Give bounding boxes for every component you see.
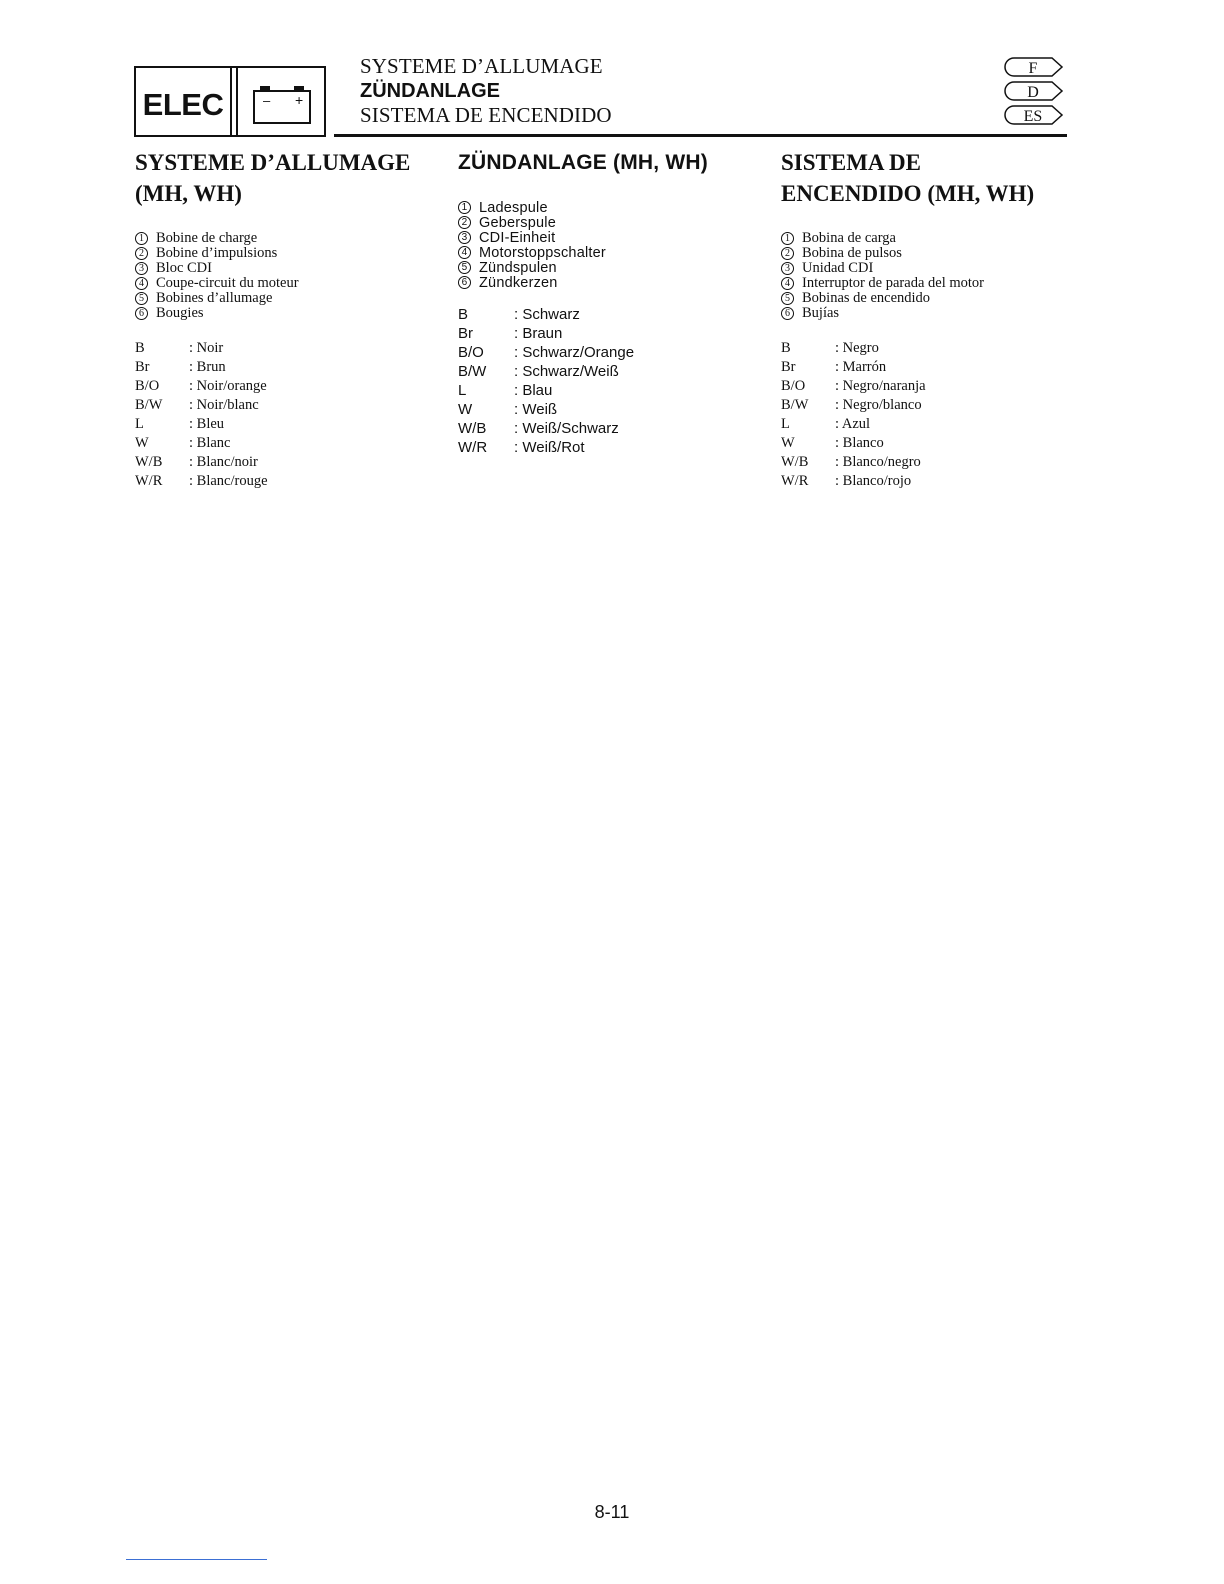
number-circle-icon: 6 bbox=[135, 307, 148, 320]
list-item bbox=[781, 261, 1081, 276]
color-row bbox=[135, 434, 435, 453]
number-circle-icon: 3 bbox=[135, 262, 148, 275]
part-label: CDI-Einheit bbox=[479, 229, 556, 246]
part-label: Zündkerzen bbox=[479, 274, 558, 291]
color-code: B/O bbox=[458, 344, 484, 361]
parts-list bbox=[781, 231, 1081, 321]
battery-icon bbox=[246, 79, 316, 125]
column-title: ZÜNDANLAGE (MH, WH) bbox=[458, 151, 708, 174]
number-circle-icon: 1 bbox=[781, 232, 794, 245]
list-item bbox=[135, 276, 435, 291]
part-label: Bobina de carga bbox=[802, 230, 896, 246]
color-code: Br bbox=[458, 325, 473, 342]
color-row bbox=[781, 358, 1081, 377]
list-item bbox=[135, 306, 435, 321]
color-name: : Bleu bbox=[189, 416, 225, 432]
list-item bbox=[458, 230, 758, 245]
part-label: Coupe-circuit du moteur bbox=[156, 275, 299, 291]
list-item bbox=[781, 291, 1081, 306]
color-name: : Marrón bbox=[835, 359, 887, 375]
color-row bbox=[458, 438, 758, 457]
parts-list bbox=[135, 231, 435, 321]
column-title bbox=[135, 147, 435, 209]
color-code: L bbox=[458, 382, 467, 399]
list-item bbox=[458, 275, 758, 290]
color-name: : Schwarz/Orange bbox=[514, 344, 635, 361]
color-code: L bbox=[781, 416, 790, 432]
color-code: B/W bbox=[781, 397, 809, 413]
color-code: W/R bbox=[135, 473, 163, 489]
list-item bbox=[781, 276, 1081, 291]
color-name: : Noir/orange bbox=[189, 378, 267, 394]
color-row bbox=[458, 362, 758, 381]
color-code: Br bbox=[781, 359, 796, 375]
color-name: : Azul bbox=[835, 416, 871, 432]
color-row bbox=[458, 343, 758, 362]
color-code: W bbox=[458, 401, 473, 418]
list-item bbox=[458, 200, 758, 215]
header-rule bbox=[334, 134, 1067, 137]
color-code: W/B bbox=[458, 420, 487, 437]
list-item bbox=[135, 261, 435, 276]
column-title-line2: (MH, WH) bbox=[135, 181, 242, 206]
color-row bbox=[458, 381, 758, 400]
part-label: Bobine d’impulsions bbox=[156, 245, 278, 261]
number-circle-icon: 2 bbox=[458, 216, 471, 229]
color-code: W/B bbox=[135, 454, 163, 470]
battery-minus: – bbox=[263, 92, 271, 108]
number-circle-icon: 5 bbox=[781, 292, 794, 305]
column-title-line2: ENCENDIDO (MH, WH) bbox=[781, 181, 1035, 206]
language-badges bbox=[1002, 55, 1064, 127]
color-row bbox=[458, 400, 758, 419]
color-row bbox=[135, 472, 435, 491]
language-label-es: ES bbox=[1023, 108, 1043, 125]
color-name: : Blanc bbox=[189, 435, 231, 451]
number-circle-icon: 2 bbox=[781, 247, 794, 260]
column-title-line1: SISTEMA DE bbox=[781, 150, 921, 175]
header-title-es: SISTEMA DE ENCENDIDO bbox=[360, 103, 612, 127]
color-name: : Braun bbox=[514, 325, 563, 342]
header-titles bbox=[360, 54, 612, 128]
number-circle-icon: 4 bbox=[458, 246, 471, 259]
color-row bbox=[781, 377, 1081, 396]
number-circle-icon: 4 bbox=[135, 277, 148, 290]
column-spanish bbox=[781, 147, 1081, 491]
color-name: : Negro/naranja bbox=[835, 378, 926, 394]
color-name: : Weiß/Rot bbox=[514, 439, 585, 456]
color-row bbox=[781, 472, 1081, 491]
battery-plus: + bbox=[295, 91, 304, 108]
color-name: : Brun bbox=[189, 359, 226, 375]
color-name: : Blanco/rojo bbox=[835, 473, 912, 489]
number-circle-icon: 2 bbox=[135, 247, 148, 260]
color-row bbox=[458, 305, 758, 324]
color-code: B bbox=[135, 340, 145, 356]
color-code: B bbox=[458, 306, 469, 323]
language-label-f: F bbox=[1028, 60, 1038, 77]
number-circle-icon: 6 bbox=[781, 307, 794, 320]
part-label: Motorstoppschalter bbox=[479, 244, 606, 261]
number-circle-icon: 3 bbox=[781, 262, 794, 275]
color-name: : Weiß/Schwarz bbox=[514, 420, 619, 437]
list-item bbox=[781, 231, 1081, 246]
color-row bbox=[458, 419, 758, 438]
color-code: W/R bbox=[458, 439, 488, 456]
color-name: : Noir bbox=[189, 340, 224, 356]
language-badge-f bbox=[1002, 55, 1064, 79]
part-label: Interruptor de parada del motor bbox=[802, 275, 984, 291]
language-badge-es bbox=[1002, 103, 1064, 127]
number-circle-icon: 5 bbox=[135, 292, 148, 305]
color-name: : Negro/blanco bbox=[835, 397, 922, 413]
color-row bbox=[135, 377, 435, 396]
color-row bbox=[781, 415, 1081, 434]
wire-color-legend bbox=[458, 305, 758, 457]
part-label: Bujías bbox=[802, 305, 840, 321]
color-name: : Negro bbox=[835, 340, 879, 356]
part-label: Bobinas de encendido bbox=[802, 290, 931, 306]
wire-color-legend bbox=[135, 339, 435, 491]
color-name: : Blanc/rouge bbox=[189, 473, 268, 489]
part-label: Zündspulen bbox=[479, 259, 557, 276]
number-circle-icon: 3 bbox=[458, 231, 471, 244]
color-name: : Noir/blanc bbox=[189, 397, 259, 413]
color-code: L bbox=[135, 416, 144, 432]
color-row bbox=[135, 358, 435, 377]
part-label: Bougies bbox=[156, 305, 204, 321]
color-name: : Blanc/noir bbox=[189, 454, 258, 470]
section-badge bbox=[134, 66, 326, 137]
color-code: W/B bbox=[781, 454, 809, 470]
number-circle-icon: 4 bbox=[781, 277, 794, 290]
number-circle-icon: 1 bbox=[458, 201, 471, 214]
color-code: B/O bbox=[781, 378, 806, 394]
color-name: : Schwarz bbox=[514, 306, 580, 323]
list-item bbox=[781, 306, 1081, 321]
color-row bbox=[781, 453, 1081, 472]
color-row bbox=[781, 339, 1081, 358]
part-label: Ladespule bbox=[479, 199, 548, 216]
list-item bbox=[135, 246, 435, 261]
part-label: Bobina de pulsos bbox=[802, 245, 902, 261]
color-code: W bbox=[781, 435, 795, 451]
color-row bbox=[135, 396, 435, 415]
header-title-de: ZÜNDANLAGE bbox=[360, 79, 500, 102]
column-german bbox=[458, 147, 758, 457]
color-row bbox=[458, 324, 758, 343]
list-item bbox=[135, 291, 435, 306]
color-code: Br bbox=[135, 359, 150, 375]
page-number: 8-11 bbox=[594, 1502, 630, 1522]
color-code: B/W bbox=[135, 397, 163, 413]
column-french bbox=[135, 147, 435, 491]
color-name: : Blau bbox=[514, 382, 553, 399]
color-row bbox=[135, 415, 435, 434]
color-row bbox=[135, 453, 435, 472]
color-code: B bbox=[781, 340, 791, 356]
color-row bbox=[781, 396, 1081, 415]
color-code: W/R bbox=[781, 473, 809, 489]
color-name: : Weiß bbox=[514, 401, 558, 418]
part-label: Unidad CDI bbox=[802, 260, 874, 276]
color-name: : Blanco/negro bbox=[835, 454, 921, 470]
color-name: : Schwarz/Weiß bbox=[514, 363, 619, 380]
list-item bbox=[458, 260, 758, 275]
color-row bbox=[135, 339, 435, 358]
color-row bbox=[781, 434, 1081, 453]
list-item bbox=[458, 215, 758, 230]
column-title bbox=[781, 147, 1081, 209]
part-label: Bobine de charge bbox=[156, 230, 258, 246]
color-code: W bbox=[135, 435, 149, 451]
number-circle-icon: 1 bbox=[135, 232, 148, 245]
list-item bbox=[781, 246, 1081, 261]
header-title-fr: SYSTEME D’ALLUMAGE bbox=[360, 54, 603, 78]
list-item bbox=[458, 245, 758, 260]
number-circle-icon: 5 bbox=[458, 261, 471, 274]
number-circle-icon: 6 bbox=[458, 276, 471, 289]
column-title-line1: SYSTEME D’ALLUMAGE bbox=[135, 150, 411, 175]
color-code: B/W bbox=[458, 363, 487, 380]
language-badge-d bbox=[1002, 79, 1064, 103]
section-code: ELEC bbox=[136, 68, 232, 135]
color-name: : Blanco bbox=[835, 435, 884, 451]
wire-color-legend bbox=[781, 339, 1081, 491]
footer-link-underline bbox=[126, 1559, 267, 1560]
list-item bbox=[135, 231, 435, 246]
color-code: B/O bbox=[135, 378, 160, 394]
battery-icon-frame bbox=[236, 68, 324, 135]
part-label: Bobines d’allumage bbox=[156, 290, 273, 306]
language-label-d: D bbox=[1027, 84, 1039, 101]
parts-list bbox=[458, 200, 758, 290]
part-label: Geberspule bbox=[479, 214, 556, 231]
part-label: Bloc CDI bbox=[156, 260, 212, 276]
